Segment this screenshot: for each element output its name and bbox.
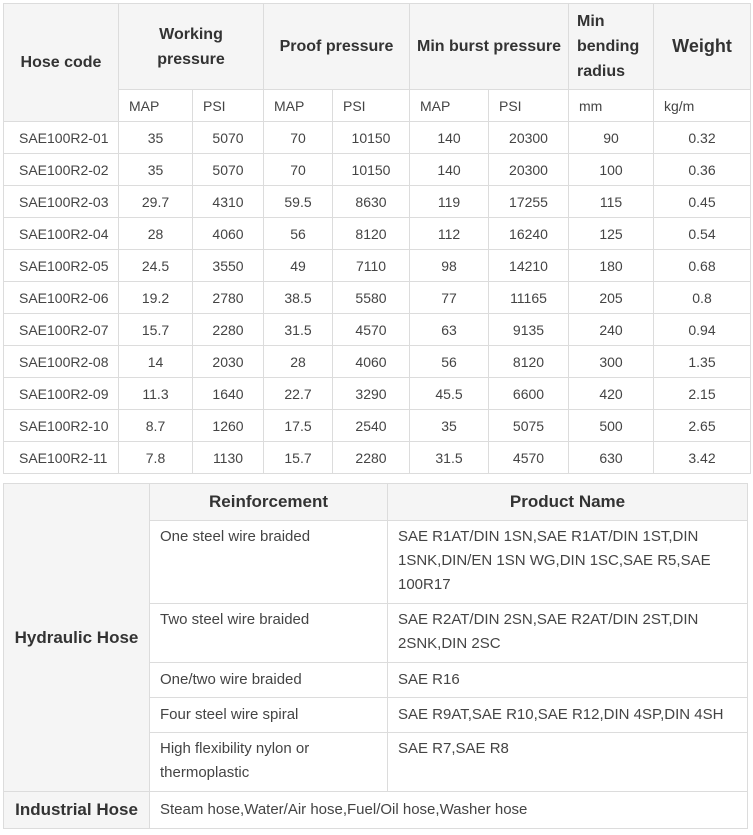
value-cell: 24.5 (119, 250, 193, 282)
table-row (4, 186, 751, 218)
unit-cell: MAP (410, 90, 489, 122)
product-name-cell: SAE R7,SAE R8 (388, 733, 748, 792)
value-cell: 2030 (193, 346, 264, 378)
hose-code-cell: SAE100R2-03 (4, 186, 119, 218)
value-cell: 0.68 (654, 250, 751, 282)
value-cell: 112 (410, 218, 489, 250)
value-cell: 28 (264, 346, 333, 378)
value-cell: 11165 (489, 282, 569, 314)
unit-cell: mm (569, 90, 654, 122)
header-min-burst-pressure: Min burst pressure (410, 4, 569, 90)
table-row (4, 154, 751, 186)
value-cell: 140 (410, 154, 489, 186)
product-table (3, 483, 748, 829)
value-cell: 3290 (333, 378, 410, 410)
header-proof-pressure: Proof pressure (264, 4, 410, 90)
value-cell: 4060 (193, 218, 264, 250)
value-cell: 420 (569, 378, 654, 410)
value-cell: 205 (569, 282, 654, 314)
reinforcement-cell: High flexibility nylon or thermoplastic (150, 733, 388, 792)
value-cell: 19.2 (119, 282, 193, 314)
value-cell: 5070 (193, 154, 264, 186)
value-cell: 11.3 (119, 378, 193, 410)
value-cell: 4570 (333, 314, 410, 346)
table-row (4, 122, 751, 154)
value-cell: 180 (569, 250, 654, 282)
reinforcement-cell: One/two wire braided (150, 663, 388, 698)
table-row (4, 314, 751, 346)
value-cell: 4310 (193, 186, 264, 218)
table-row (4, 378, 751, 410)
value-cell: 35 (410, 410, 489, 442)
value-cell: 119 (410, 186, 489, 218)
value-cell: 5580 (333, 282, 410, 314)
value-cell: 3.42 (654, 442, 751, 474)
value-cell: 49 (264, 250, 333, 282)
value-cell: 6600 (489, 378, 569, 410)
unit-cell: MAP (264, 90, 333, 122)
hose-code-cell: SAE100R2-04 (4, 218, 119, 250)
product-name-cell: SAE R9AT,SAE R10,SAE R12,DIN 4SP,DIN 4SH (388, 698, 748, 733)
value-cell: 7.8 (119, 442, 193, 474)
value-cell: 15.7 (264, 442, 333, 474)
value-cell: 35 (119, 122, 193, 154)
unit-cell: MAP (119, 90, 193, 122)
value-cell: 77 (410, 282, 489, 314)
category-industrial-hose: Industrial Hose (4, 792, 150, 829)
value-cell: 98 (410, 250, 489, 282)
header-working-pressure: Working pressure (119, 4, 264, 90)
value-cell: 35 (119, 154, 193, 186)
value-cell: 70 (264, 154, 333, 186)
value-cell: 17255 (489, 186, 569, 218)
hose-code-cell: SAE100R2-11 (4, 442, 119, 474)
value-cell: 2.15 (654, 378, 751, 410)
value-cell: 1260 (193, 410, 264, 442)
value-cell: 10150 (333, 154, 410, 186)
value-cell: 45.5 (410, 378, 489, 410)
value-cell: 0.32 (654, 122, 751, 154)
unit-cell: PSI (489, 90, 569, 122)
hose-code-cell: SAE100R2-05 (4, 250, 119, 282)
value-cell: 70 (264, 122, 333, 154)
table-row (4, 410, 751, 442)
value-cell: 14210 (489, 250, 569, 282)
value-cell: 115 (569, 186, 654, 218)
value-cell: 56 (410, 346, 489, 378)
value-cell: 20300 (489, 122, 569, 154)
value-cell: 56 (264, 218, 333, 250)
value-cell: 38.5 (264, 282, 333, 314)
value-cell: 2540 (333, 410, 410, 442)
industrial-hose-products: Steam hose,Water/Air hose,Fuel/Oil hose,Washer hose (150, 792, 748, 829)
value-cell: 7110 (333, 250, 410, 282)
reinforcement-cell: Four steel wire spiral (150, 698, 388, 733)
value-cell: 15.7 (119, 314, 193, 346)
value-cell: 5070 (193, 122, 264, 154)
hose-code-cell: SAE100R2-07 (4, 314, 119, 346)
hose-code-cell: SAE100R2-06 (4, 282, 119, 314)
value-cell: 17.5 (264, 410, 333, 442)
value-cell: 1.35 (654, 346, 751, 378)
value-cell: 0.54 (654, 218, 751, 250)
value-cell: 2780 (193, 282, 264, 314)
value-cell: 4060 (333, 346, 410, 378)
value-cell: 500 (569, 410, 654, 442)
hose-code-cell: SAE100R2-02 (4, 154, 119, 186)
value-cell: 240 (569, 314, 654, 346)
value-cell: 0.8 (654, 282, 751, 314)
reinforcement-cell: Two steel wire braided (150, 604, 388, 663)
value-cell: 5075 (489, 410, 569, 442)
value-cell: 8630 (333, 186, 410, 218)
value-cell: 8120 (333, 218, 410, 250)
value-cell: 14 (119, 346, 193, 378)
value-cell: 29.7 (119, 186, 193, 218)
value-cell: 3550 (193, 250, 264, 282)
value-cell: 630 (569, 442, 654, 474)
value-cell: 8.7 (119, 410, 193, 442)
hose-code-cell: SAE100R2-01 (4, 122, 119, 154)
value-cell: 16240 (489, 218, 569, 250)
value-cell: 90 (569, 122, 654, 154)
value-cell: 125 (569, 218, 654, 250)
value-cell: 2280 (193, 314, 264, 346)
value-cell: 31.5 (264, 314, 333, 346)
hose-code-cell: SAE100R2-08 (4, 346, 119, 378)
value-cell: 63 (410, 314, 489, 346)
unit-cell: kg/m (654, 90, 751, 122)
header-reinforcement: Reinforcement (150, 484, 388, 521)
header-min-bending-radius: Min bending radius (569, 4, 654, 90)
product-name-cell: SAE R2AT/DIN 2SN,SAE R2AT/DIN 2ST,DIN 2SNK,DIN 2SC (388, 604, 748, 663)
value-cell: 140 (410, 122, 489, 154)
table-row (4, 346, 751, 378)
hose-code-cell: SAE100R2-10 (4, 410, 119, 442)
value-cell: 31.5 (410, 442, 489, 474)
value-cell: 28 (119, 218, 193, 250)
table-row (4, 282, 751, 314)
header-weight: Weight (654, 4, 751, 90)
value-cell: 100 (569, 154, 654, 186)
value-cell: 1130 (193, 442, 264, 474)
value-cell: 0.36 (654, 154, 751, 186)
hose-code-cell: SAE100R2-09 (4, 378, 119, 410)
table-row (4, 442, 751, 474)
value-cell: 10150 (333, 122, 410, 154)
value-cell: 2280 (333, 442, 410, 474)
value-cell: 4570 (489, 442, 569, 474)
value-cell: 9135 (489, 314, 569, 346)
value-cell: 2.65 (654, 410, 751, 442)
table-row (4, 250, 751, 282)
value-cell: 0.45 (654, 186, 751, 218)
category-hydraulic-hose: Hydraulic Hose (4, 484, 150, 792)
value-cell: 20300 (489, 154, 569, 186)
product-name-cell: SAE R16 (388, 663, 748, 698)
header-product-name: Product Name (388, 484, 748, 521)
product-name-cell: SAE R1AT/DIN 1SN,SAE R1AT/DIN 1ST,DIN 1SNK,DIN/EN 1SN WG,DIN 1SC,SAE R5,SAE 100R17 (388, 521, 748, 604)
value-cell: 22.7 (264, 378, 333, 410)
header-hose-code: Hose code (4, 4, 119, 122)
value-cell: 8120 (489, 346, 569, 378)
table-row (4, 218, 751, 250)
value-cell: 300 (569, 346, 654, 378)
value-cell: 0.94 (654, 314, 751, 346)
reinforcement-cell: One steel wire braided (150, 521, 388, 604)
unit-cell: PSI (333, 90, 410, 122)
unit-cell: PSI (193, 90, 264, 122)
value-cell: 1640 (193, 378, 264, 410)
hose-spec-table (3, 3, 751, 474)
value-cell: 59.5 (264, 186, 333, 218)
